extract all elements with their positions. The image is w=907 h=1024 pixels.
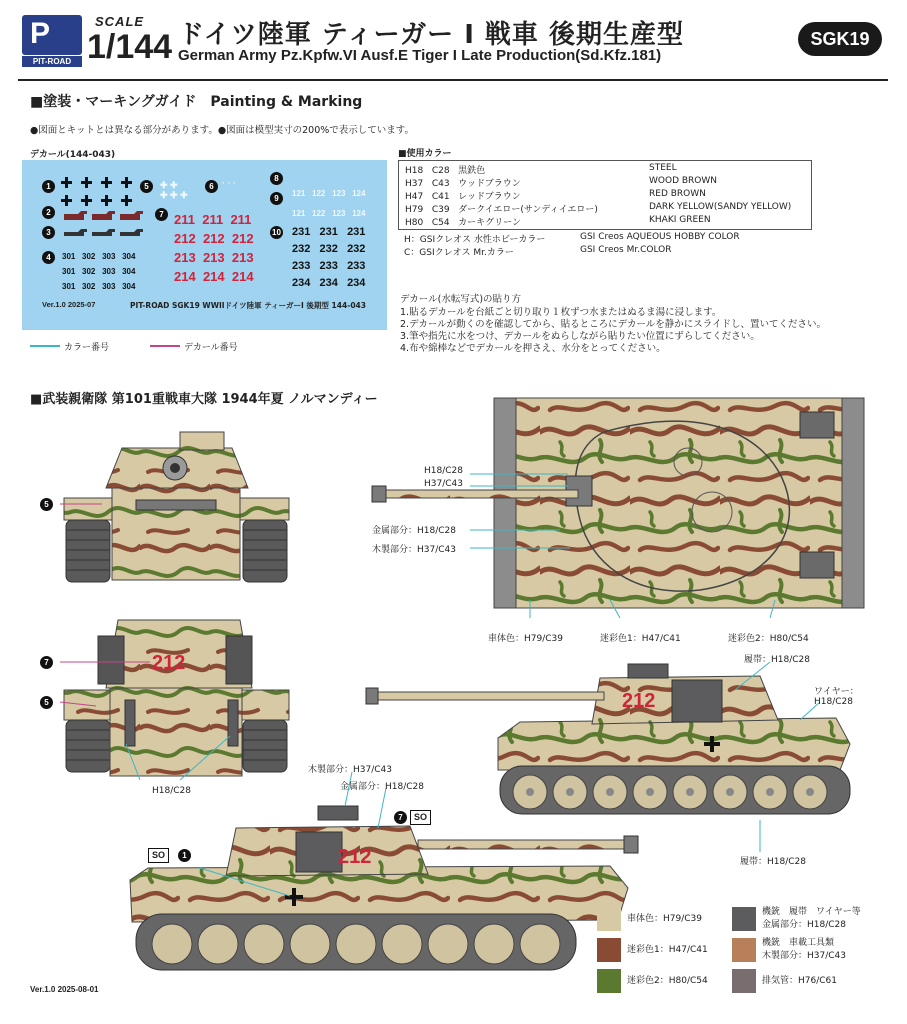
callout-wire-label: ワイヤー： (814, 687, 859, 697)
callout-metal-parts: 金属部分：H18/C28 (372, 526, 456, 536)
decal-232-a: 232 (292, 243, 311, 255)
decal-213-b: 213 (202, 250, 225, 265)
decal-234-a: 234 (292, 277, 311, 289)
decal-marker-1: 1 (42, 180, 55, 193)
swatch-camo2-label: 迷彩色2：H80/C54 (627, 976, 708, 986)
logo-emblem: P (22, 15, 82, 55)
instruction-step-3: 3.筆や指先に水をつけ、デカールをぬらしながら貼りたい位置にずらしてください。 (400, 331, 760, 342)
decal-304-c: 304 (122, 282, 136, 291)
color-row: H18 C28 黒鉄色 (405, 166, 486, 176)
callout-tracks-top: 履帯：H18/C28 (744, 655, 810, 665)
instruction-step-2: 2.デカールが動くのを確認してから、貼るところにデカールを静かにスライドし、置いてください。 (400, 319, 827, 330)
decal-211-b: 211 (202, 212, 224, 227)
marker-7-rear: 7 (40, 656, 53, 669)
instructions-title: デカール(水転写式)の貼り方 (400, 294, 522, 305)
instruction-step-4: 4.布や綿棒などでデカールを押さえ、水分をとってください。 (400, 343, 666, 354)
front-view-tank (64, 432, 289, 582)
callout-wood-parts: 木製部分：H37/C43 (372, 545, 456, 555)
decal-213-c: 213 (231, 250, 254, 265)
decal-marker-10: 10 (270, 226, 283, 239)
color-row-en: KHAKI GREEN (649, 215, 711, 225)
marker-5-rear: 5 (40, 696, 53, 709)
title-english: German Army Pz.Kpfw.VI Ausf.E Tiger I Late Production(Sd.Kfz.181) (178, 47, 662, 64)
decal-212-a: 212 (174, 231, 196, 246)
turret-number-rear: 212 (152, 652, 186, 674)
scale-note: ●図面とキットとは異なる部分があります。●図面は模型実寸の200%で表示しています。 (30, 125, 415, 136)
callout-wire-value: H18/C28 (814, 697, 853, 707)
decal-124-a: 124 (352, 189, 366, 198)
decal-123-a: 123 (332, 189, 346, 198)
decal-231-c: 231 (347, 226, 366, 238)
decal-301-a: 301 (62, 252, 76, 261)
decal-233-c: 233 (347, 260, 366, 272)
note-h-en: GSI Creos AQUEOUS HOBBY COLOR (580, 232, 740, 242)
decal-marker-6: 6 (205, 180, 218, 193)
decal-303-b: 303 (102, 267, 116, 276)
product-code-badge: SGK19 (798, 22, 882, 56)
left-side-view-tank (130, 806, 638, 970)
so-badge-left: SO (148, 848, 169, 863)
decal-211-c: 211 (230, 212, 252, 227)
decal-marker-3: 3 (42, 226, 55, 239)
color-row: H79 C39 ダークイエロー(サンディイエロー) (405, 205, 598, 215)
decal-124-b: 124 (352, 209, 366, 218)
turret-number-side: 212 (622, 690, 656, 712)
decal-sheet-version: Ver.1.0 2025-07 (42, 300, 96, 309)
decal-121-b: 121 (292, 209, 306, 218)
decal-232-b: 232 (319, 243, 338, 255)
decal-marker-9: 9 (270, 192, 283, 205)
decal-303-c: 303 (102, 282, 116, 291)
swatch-exhaust (732, 969, 756, 993)
callout-camo-1: 迷彩色1：H47/C41 (600, 634, 681, 644)
legend-color-number: カラー番号 (64, 343, 110, 353)
decal-marker-8: 8 (270, 172, 283, 185)
swatch-wood-label-1: 機銃 車載工具類 (762, 938, 835, 948)
scale-value: 1/144 (87, 28, 173, 66)
color-row: H37 C43 ウッドブラウン (405, 179, 521, 189)
painting-section-title: ■塗装・マーキングガイド Painting & Marking (30, 94, 363, 110)
callout-camo-2: 迷彩色2：H80/C54 (728, 634, 809, 644)
callout-side-metal: 金属部分：H18/C28 (340, 782, 424, 792)
color-row-en: DARK YELLOW(SANDY YELLOW) (649, 202, 792, 212)
decal-212-b: 212 (202, 231, 225, 246)
decal-sheet-product-line: PIT-ROAD SGK19 WWIIドイツ陸軍 ティーガーI 後期型 144-043 (130, 301, 366, 310)
decal-214-a: 214 (174, 269, 196, 284)
decal-121-a: 121 (292, 189, 306, 198)
decal-123-b: 123 (332, 209, 346, 218)
swatch-metal-label-1: 機銃 履帯 ワイヤー等 (762, 907, 861, 917)
decal-marker-4: 4 (42, 251, 55, 264)
decal-214-c: 214 (231, 269, 254, 284)
so-badge-right: SO (410, 810, 431, 825)
marker-5-front: 5 (40, 498, 53, 511)
color-row-en: RED BROWN (649, 189, 706, 199)
turret-number-bottom: 212 (338, 846, 372, 868)
decal-304-b: 304 (122, 267, 136, 276)
rear-view-tank (64, 620, 289, 776)
color-row: H80 C54 カーキグリーン (405, 218, 521, 228)
decal-232-c: 232 (347, 243, 366, 255)
swatch-camo1-label: 迷彩色1：H47/C41 (627, 945, 708, 955)
color-row-en: STEEL (649, 163, 677, 173)
decal-301-b: 301 (62, 267, 76, 276)
swatch-metal (732, 907, 756, 931)
decal-sheet: 1 2 3 4 5 6 7 8 9 10 ✚ ✚ · · · ✚ ✚ ✚ 211 211 211 212 212 212 213 213 213 214 214 214 121 122 123 124 121 122 123 124 231 231 231 232 232 232 233 233 233 234 234 234 301 302 303 304 301 302 303 304 301 302 303 304 Ver.1.0 2025-07 PIT-ROAD SGK19 WWIIドイツ陸軍 ティーガーI 後期型 144-043 (22, 160, 387, 330)
decal-211-a: 211 (174, 212, 195, 227)
decal-231-b: 231 (319, 226, 338, 238)
swatch-wood (732, 938, 756, 962)
callout-tracks-bottom: 履帯：H18/C28 (740, 857, 806, 867)
decal-231-a: 231 (292, 226, 311, 238)
decal-302-a: 302 (82, 252, 96, 261)
marker-1: 1 (178, 849, 191, 862)
title-japanese: ドイツ陸軍 ティーガー I 戦車 後期生産型 (178, 20, 684, 50)
note-c-jp: C：GSIクレオス Mr.カラー (404, 248, 514, 258)
color-row: H47 C41 レッドブラウン (405, 192, 521, 202)
decal-234-b: 234 (319, 277, 338, 289)
callout-wood-1: H37/C43 (424, 479, 463, 489)
decal-213-a: 213 (174, 250, 196, 265)
swatch-camo-1 (597, 938, 621, 962)
decal-301-c: 301 (62, 282, 76, 291)
decal-marker-7: 7 (155, 208, 168, 221)
callout-rear-steel: H18/C28 (152, 786, 191, 796)
note-h-jp: H：GSIクレオス 水性ホビーカラー (404, 235, 546, 245)
instruction-step-1: 1.貼るデカールを台紙ごと切り取り１枚ずつ水またはぬるま湯に浸します。 (400, 307, 722, 318)
footer-version: Ver.1.0 2025-08-01 (30, 985, 99, 994)
decal-302-c: 302 (82, 282, 96, 291)
callout-steel-1: H18/C28 (424, 466, 463, 476)
swatch-exhaust-label: 排気管：H76/C61 (762, 976, 837, 986)
callout-side-wood: 木製部分：H37/C43 (308, 765, 392, 775)
decal-304-a: 304 (122, 252, 136, 261)
right-side-view-tank (366, 664, 850, 814)
decal-303-a: 303 (102, 252, 116, 261)
decal-214-b: 214 (202, 269, 225, 284)
swatch-metal-label-2: 金属部分：H18/C28 (762, 920, 846, 930)
note-c-en: GSI Creos Mr.COLOR (580, 245, 672, 255)
decal-302-b: 302 (82, 267, 96, 276)
colors-heading: ■使用カラー (398, 149, 452, 159)
scale-label: SCALE (95, 14, 145, 29)
decal-234-c: 234 (347, 277, 366, 289)
swatch-body-label: 車体色：H79/C39 (627, 914, 702, 924)
swatch-camo-2 (597, 969, 621, 993)
logo-brand: PIT-ROAD (22, 56, 82, 67)
decal-212-c: 212 (231, 231, 254, 246)
decal-sheet-label: デカール(144-043) (30, 150, 116, 160)
top-view-tank (372, 398, 864, 608)
decal-233-b: 233 (319, 260, 338, 272)
decal-122-a: 122 (312, 189, 326, 198)
decal-marker-5: 5 (140, 180, 153, 193)
decal-233-a: 233 (292, 260, 311, 272)
marker-7-bottom: 7 (394, 811, 407, 824)
legend-decal-number: デカール番号 (184, 343, 238, 353)
swatch-body-color (597, 907, 621, 931)
unit-section-title: ■武装親衛隊 第101重戦車大隊 1944年夏 ノルマンディー (30, 392, 378, 407)
callout-body-color: 車体色：H79/C39 (488, 634, 563, 644)
swatch-wood-label-2: 木製部分：H37/C43 (762, 951, 846, 961)
color-row-en: WOOD BROWN (649, 176, 718, 186)
decal-marker-2: 2 (42, 206, 55, 219)
decal-122-b: 122 (312, 209, 326, 218)
